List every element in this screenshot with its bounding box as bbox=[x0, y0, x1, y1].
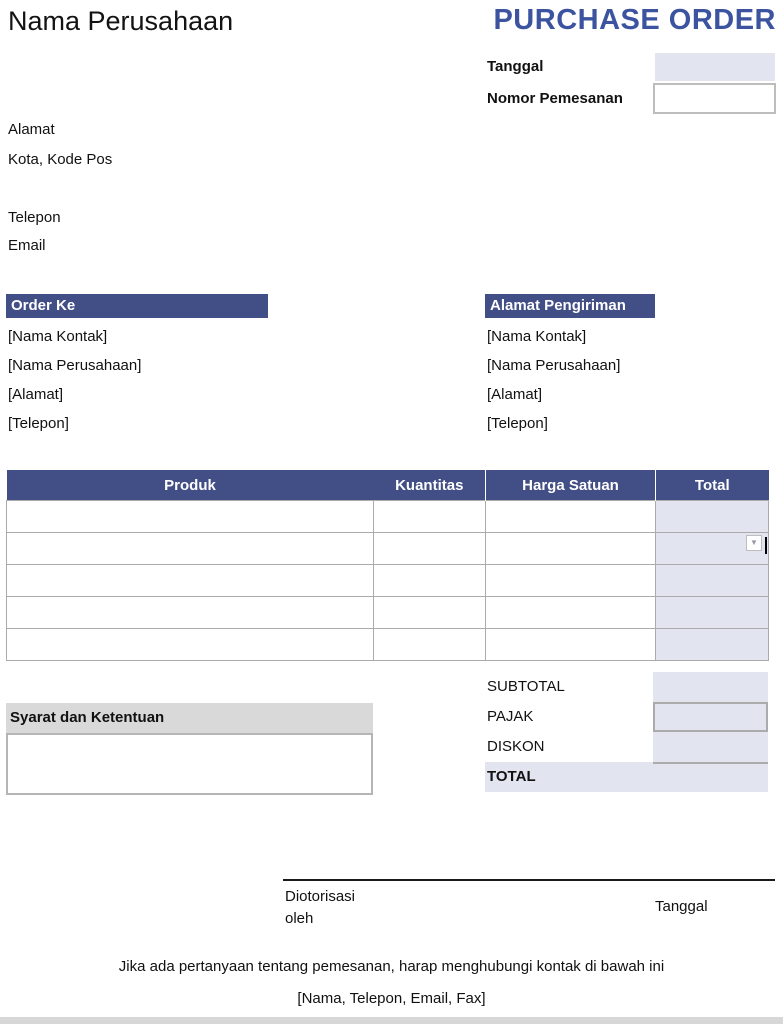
table-cell-produk[interactable] bbox=[7, 597, 374, 629]
table-cell-kuantitas[interactable] bbox=[374, 629, 486, 661]
diskon-value-cell[interactable] bbox=[653, 732, 768, 762]
table-cell-harga-satuan[interactable] bbox=[486, 629, 656, 661]
order-ke-alamat[interactable]: [Alamat] bbox=[8, 386, 64, 403]
table-row bbox=[7, 501, 769, 533]
dropdown-arrow-icon[interactable]: ▼ bbox=[746, 535, 762, 551]
signature-date-label: Tanggal bbox=[655, 898, 708, 915]
order-ke-telepon[interactable]: [Telepon] bbox=[8, 415, 69, 432]
table-row bbox=[7, 565, 769, 597]
diskon-row bbox=[485, 732, 768, 762]
column-header-kuantitas: Kuantitas bbox=[374, 470, 486, 501]
company-alamat[interactable]: Alamat bbox=[8, 121, 55, 138]
pajak-label: PAJAK bbox=[487, 708, 534, 725]
company-email[interactable]: Email bbox=[8, 237, 46, 254]
order-ke-nama-perusahaan[interactable]: [Nama Perusahaan] bbox=[8, 357, 142, 374]
pajak-row bbox=[485, 702, 768, 732]
tanggal-label: Tanggal bbox=[487, 58, 544, 75]
table-cell-produk[interactable] bbox=[7, 501, 374, 533]
column-header-total: Total bbox=[656, 470, 769, 501]
table-cell-total[interactable] bbox=[656, 533, 769, 565]
company-telepon[interactable]: Telepon bbox=[8, 209, 61, 226]
total-label: TOTAL bbox=[487, 768, 536, 785]
items-table-body bbox=[7, 501, 769, 661]
table-cell-kuantitas[interactable] bbox=[374, 533, 486, 565]
nomor-pemesanan-input[interactable] bbox=[653, 83, 776, 114]
alamat-pengiriman-header: Alamat Pengiriman bbox=[485, 294, 655, 318]
items-table-header-row bbox=[7, 470, 769, 501]
alamat-pengiriman-fields bbox=[487, 322, 747, 438]
table-row bbox=[7, 597, 769, 629]
column-header-harga-satuan: Harga Satuan bbox=[486, 470, 656, 501]
table-cell-kuantitas[interactable] bbox=[374, 597, 486, 629]
items-table bbox=[6, 470, 769, 661]
subtotal-row bbox=[485, 672, 768, 702]
table-cell-harga-satuan[interactable] bbox=[486, 533, 656, 565]
order-ke-fields bbox=[8, 322, 268, 438]
table-cell-produk[interactable] bbox=[7, 533, 374, 565]
table-cell-harga-satuan[interactable] bbox=[486, 565, 656, 597]
summary-section bbox=[485, 672, 768, 792]
pengiriman-telepon[interactable]: [Telepon] bbox=[487, 415, 548, 432]
table-cell-total[interactable] bbox=[656, 629, 769, 661]
signature-line bbox=[283, 879, 775, 881]
authorized-by-label: Diotorisasi oleh bbox=[285, 888, 356, 927]
table-cell-total[interactable] bbox=[656, 597, 769, 629]
pengiriman-nama-kontak[interactable]: [Nama Kontak] bbox=[487, 328, 587, 345]
terms-input-box[interactable] bbox=[6, 733, 373, 795]
pengiriman-alamat[interactable]: [Alamat] bbox=[487, 386, 543, 403]
nomor-pemesanan-label: Nomor Pemesanan bbox=[487, 90, 623, 107]
tanggal-input[interactable] bbox=[655, 53, 775, 81]
document-title: PURCHASE ORDER bbox=[493, 4, 776, 36]
pengiriman-nama-perusahaan[interactable]: [Nama Perusahaan] bbox=[487, 357, 621, 374]
text-cursor bbox=[765, 537, 767, 554]
table-cell-kuantitas[interactable] bbox=[374, 501, 486, 533]
table-cell-harga-satuan[interactable] bbox=[486, 597, 656, 629]
order-ke-nama-kontak[interactable]: [Nama Kontak] bbox=[8, 328, 108, 345]
footer-contact-placeholder: [Nama, Telepon, Email, Fax] bbox=[297, 990, 486, 1007]
terms-header: Syarat dan Ketentuan bbox=[6, 703, 373, 733]
table-cell-produk[interactable] bbox=[7, 629, 374, 661]
diskon-label: DISKON bbox=[487, 738, 545, 755]
company-name[interactable]: Nama Perusahaan bbox=[8, 6, 234, 36]
table-cell-kuantitas[interactable] bbox=[374, 565, 486, 597]
table-cell-total[interactable] bbox=[656, 565, 769, 597]
pajak-value-cell[interactable] bbox=[653, 702, 768, 732]
footer-contact-note: Jika ada pertanyaan tentang pemesanan, harap menghubungi kontak di bawah ini bbox=[118, 958, 665, 975]
subtotal-label: SUBTOTAL bbox=[487, 678, 565, 695]
window-bottom-edge bbox=[0, 1017, 783, 1024]
column-header-produk: Produk bbox=[7, 470, 374, 501]
company-kota-kode-pos[interactable]: Kota, Kode Pos bbox=[8, 151, 113, 168]
table-row bbox=[7, 533, 769, 565]
order-ke-header: Order Ke bbox=[6, 294, 268, 318]
table-cell-total[interactable] bbox=[656, 501, 769, 533]
table-cell-produk[interactable] bbox=[7, 565, 374, 597]
total-row bbox=[485, 762, 768, 792]
subtotal-value-cell[interactable] bbox=[653, 672, 768, 702]
table-row bbox=[7, 629, 769, 661]
total-value-cell[interactable] bbox=[653, 762, 768, 792]
table-cell-harga-satuan[interactable] bbox=[486, 501, 656, 533]
